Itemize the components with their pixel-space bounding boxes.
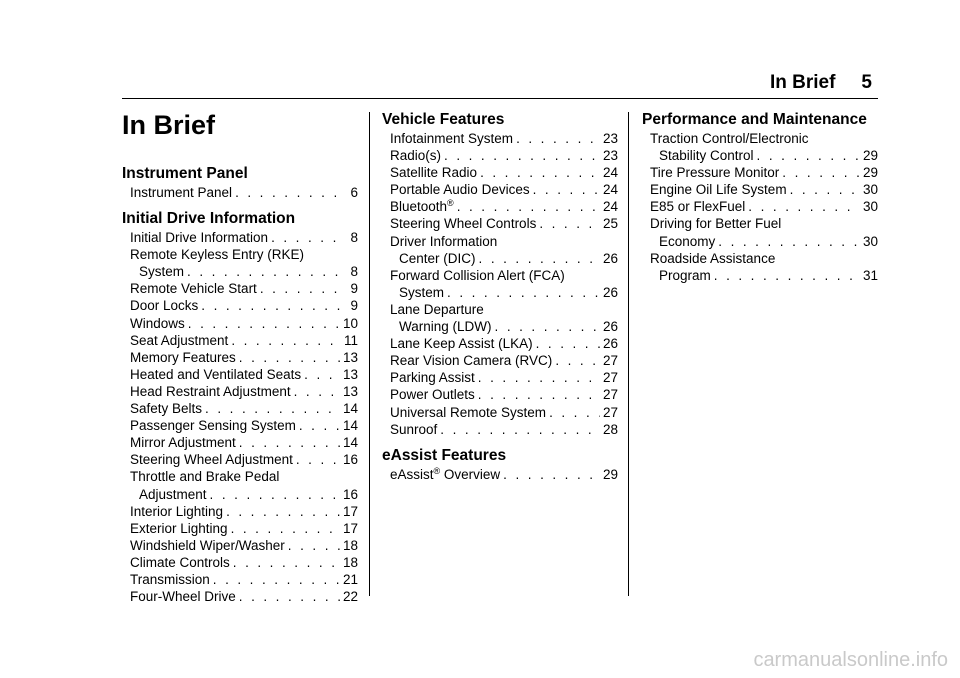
toc-page-number: 9 <box>350 298 358 314</box>
toc-entry-text: Parking Assist <box>390 370 475 386</box>
toc-entry-title <box>399 318 492 335</box>
toc-entry-row <box>390 421 618 438</box>
toc-entry-link[interactable] <box>382 198 618 215</box>
toc-entry-text: Rear Vision Camera (RVC) <box>390 353 553 369</box>
toc-page-number: 10 <box>342 315 358 331</box>
toc-entry-link[interactable] <box>382 181 618 198</box>
toc-entry-title <box>130 184 232 201</box>
toc-entry-title <box>390 369 475 386</box>
toc-entry-title <box>130 571 210 588</box>
toc-page-number: 6 <box>350 185 358 200</box>
toc-entry-text: Head Restraint Adjustment <box>130 383 291 399</box>
toc-entry-link[interactable] <box>122 451 358 468</box>
toc-entry-text: E85 or FlexFuel <box>650 199 746 215</box>
toc-entry-text: Passenger Sensing System <box>130 418 296 434</box>
toc-entry-row <box>390 147 618 164</box>
toc-entry-text: System <box>139 264 185 280</box>
toc-entry-title: Remote Keyless Entry (RKE) <box>130 247 305 263</box>
toc-entry-title <box>390 335 533 352</box>
toc-entry-link[interactable] <box>122 246 358 280</box>
toc-entry-link[interactable] <box>122 503 358 520</box>
toc-entry-row <box>390 386 618 403</box>
toc-entry-list <box>382 130 618 438</box>
toc-entry-text: Radio(s) <box>390 148 442 164</box>
dot-leader <box>714 267 860 284</box>
toc-page-number: 22 <box>342 589 358 605</box>
toc-entry-link[interactable] <box>122 297 358 314</box>
toc-entry-row <box>390 250 618 267</box>
toc-page-number: 13 <box>342 383 358 399</box>
toc-entry-link[interactable] <box>122 417 358 434</box>
toc-entry-title <box>650 164 779 181</box>
toc-entry-row <box>130 366 358 383</box>
dot-leader <box>495 318 600 335</box>
toc-entry-text: eAssist <box>390 466 434 482</box>
toc-entry-title <box>390 386 475 403</box>
toc-entry-title <box>130 297 198 314</box>
toc-entry-title <box>139 263 184 280</box>
toc-entry-link[interactable] <box>642 215 878 249</box>
toc-entry-text: Lane Keep Assist (LKA) <box>390 336 533 352</box>
toc-entry-title <box>130 503 223 520</box>
toc-entry-link[interactable] <box>122 537 358 554</box>
toc-entry-title <box>390 198 454 215</box>
dot-leader <box>447 284 600 301</box>
toc-entry-row <box>650 233 878 250</box>
toc-entry-row <box>650 267 878 284</box>
registered-mark: ® <box>447 198 454 209</box>
toc-entry-link[interactable] <box>382 404 618 421</box>
dot-leader <box>480 164 600 181</box>
toc-entry-link[interactable] <box>122 588 358 605</box>
toc-entry-row <box>130 280 358 297</box>
toc-entry-row <box>390 130 618 147</box>
toc-entry-title <box>139 486 207 503</box>
toc-page-number: 27 <box>602 404 618 420</box>
toc-entry-title <box>659 147 754 164</box>
toc-entry-title: Driving for Better Fuel <box>650 216 782 232</box>
toc-section <box>382 110 618 438</box>
toc-entry-title: Traction Control/Electronic <box>650 131 809 146</box>
toc-column-1 <box>122 164 358 605</box>
toc-page-number: 29 <box>862 148 878 164</box>
toc-entry-row <box>130 503 358 520</box>
toc-entry-title <box>130 366 301 383</box>
toc-entry-row <box>650 198 878 215</box>
toc-entry-title <box>130 229 268 246</box>
toc-entry-title <box>390 215 536 232</box>
toc-entry-text: Safety Belts <box>130 401 203 417</box>
toc-entry-title <box>130 400 202 417</box>
toc-page-number: 30 <box>862 233 878 249</box>
toc-entry-title <box>399 250 476 267</box>
toc-entry-link[interactable] <box>382 301 618 335</box>
toc-entry-row <box>390 215 618 232</box>
dot-leader <box>205 400 340 417</box>
toc-entry-link[interactable] <box>122 280 358 297</box>
toc-entry-title <box>130 588 236 605</box>
column-divider <box>369 112 370 596</box>
dot-leader <box>260 280 341 297</box>
dot-leader <box>444 147 600 164</box>
toc-entry-title <box>659 233 715 250</box>
toc-entry-link[interactable] <box>122 184 358 201</box>
toc-entry-text: Initial Drive Information <box>130 230 269 246</box>
toc-page-number: 26 <box>602 284 618 300</box>
toc-entry-row <box>390 335 618 352</box>
toc-entry-title <box>390 181 530 198</box>
dot-leader <box>533 181 600 198</box>
toc-entry-row <box>650 147 878 164</box>
toc-entry-link[interactable] <box>382 233 618 267</box>
toc-entry-title <box>650 198 745 215</box>
toc-entry-row <box>390 369 618 386</box>
toc-entry-title <box>130 417 296 434</box>
dot-leader <box>555 352 600 369</box>
toc-entry-text: Center (DIC) <box>399 250 476 266</box>
toc-page-number: 18 <box>342 537 358 553</box>
toc-page-number: 23 <box>602 148 618 164</box>
toc-entry-row <box>390 164 618 181</box>
toc-page-number: 26 <box>602 319 618 335</box>
toc-entry-link[interactable] <box>122 400 358 417</box>
toc-entry-link[interactable] <box>382 386 618 403</box>
dot-leader <box>299 417 340 434</box>
toc-entry-list <box>122 184 358 201</box>
dot-leader <box>549 404 600 421</box>
dot-leader <box>757 147 860 164</box>
toc-entry-title <box>130 280 257 297</box>
toc-entry-link[interactable] <box>122 468 358 502</box>
dot-leader <box>479 250 600 267</box>
toc-entry-row <box>130 434 358 451</box>
toc-entry-row <box>130 263 358 280</box>
dot-leader <box>231 332 341 349</box>
toc-entry-link[interactable] <box>382 335 618 352</box>
toc-entry-row <box>390 404 618 421</box>
toc-entry-row <box>130 520 358 537</box>
toc-entry-title <box>130 537 285 554</box>
dot-leader <box>790 181 860 198</box>
toc-section <box>122 164 358 201</box>
toc-page-number: 24 <box>602 199 618 215</box>
toc-entry-title: Throttle and Brake Pedal <box>130 469 280 485</box>
dot-leader <box>188 315 340 332</box>
toc-entry-link[interactable] <box>382 130 618 147</box>
toc-entry-link[interactable] <box>122 383 358 400</box>
toc-page-number: 27 <box>602 370 618 386</box>
running-header-title: In Brief <box>769 72 836 93</box>
toc-page-number: 30 <box>862 199 878 215</box>
toc-entry-link[interactable] <box>122 349 358 366</box>
toc-entry-row <box>130 349 358 366</box>
watermark: carmanualsonline.info <box>753 649 948 671</box>
toc-entry-text: Heated and Ventilated Seats <box>130 366 302 382</box>
toc-entry-row <box>650 164 878 181</box>
section-heading: Initial Drive Information <box>122 210 296 228</box>
toc-page-number: 31 <box>862 267 878 283</box>
toc-entry-link[interactable] <box>642 250 878 284</box>
toc-entry-row <box>130 229 358 246</box>
toc-page-number: 24 <box>602 165 618 181</box>
dot-leader <box>288 537 340 554</box>
dot-leader <box>440 421 600 438</box>
toc-section <box>122 209 358 605</box>
toc-entry-row <box>130 588 358 605</box>
section-heading: eAssist Features <box>382 446 507 464</box>
toc-entry-title <box>390 130 513 147</box>
toc-entry-row <box>130 315 358 332</box>
dot-leader <box>304 366 340 383</box>
toc-entry-text: Mirror Adjustment <box>130 435 236 451</box>
toc-entry-link[interactable] <box>122 366 358 383</box>
section-heading: Instrument Panel <box>122 165 248 182</box>
toc-entry-title <box>130 434 236 451</box>
dot-leader <box>718 233 860 250</box>
toc-entry-row <box>650 181 878 198</box>
toc-page-number: 24 <box>602 182 618 198</box>
toc-entry-link[interactable] <box>642 130 878 164</box>
toc-entry-title <box>390 466 500 483</box>
toc-page-number: 17 <box>342 503 358 519</box>
toc-page-number: 13 <box>342 349 358 365</box>
column-divider <box>628 112 629 596</box>
toc-entry-title <box>659 267 711 284</box>
toc-page-number: 29 <box>602 466 618 482</box>
toc-entry-text: Power Outlets <box>390 387 475 403</box>
toc-entry-title <box>390 352 552 369</box>
toc-page-number: 27 <box>602 387 618 403</box>
toc-entry-link[interactable] <box>382 352 618 369</box>
toc-entry-row <box>130 184 358 201</box>
toc-entry-text: Program <box>659 267 711 283</box>
dot-leader <box>782 164 860 181</box>
toc-entry-text: Universal Remote System <box>390 404 547 420</box>
dot-leader <box>233 554 340 571</box>
toc-entry-link[interactable] <box>382 147 618 164</box>
toc-entry-title <box>399 284 444 301</box>
running-header <box>770 72 872 94</box>
toc-entry-text: Satellite Radio <box>390 165 478 181</box>
toc-entry-row <box>130 451 358 468</box>
toc-entry-title <box>130 554 230 571</box>
toc-entry-text: Sunroof <box>390 421 438 437</box>
toc-entry-row <box>130 486 358 503</box>
toc-entry-row <box>390 181 618 198</box>
toc-page-number: 21 <box>342 571 358 587</box>
toc-page-number: 16 <box>342 486 358 502</box>
toc-page-number: 8 <box>350 264 358 280</box>
toc-entry-title <box>390 404 546 421</box>
toc-entry-row <box>390 466 618 483</box>
toc-column-3 <box>642 110 878 284</box>
toc-entry-title: Forward Collision Alert (FCA) <box>390 267 565 283</box>
toc-entry-text: Tire Pressure Monitor <box>650 165 780 181</box>
dot-leader <box>271 229 341 246</box>
toc-page-number: 14 <box>342 435 358 451</box>
toc-entry-text: Adjustment <box>139 486 207 502</box>
toc-page-number: 27 <box>602 353 618 369</box>
toc-page-number: 14 <box>342 418 358 434</box>
toc-entry-text: Steering Wheel Controls <box>390 216 537 232</box>
toc-entry-link[interactable] <box>122 520 358 537</box>
toc-entry-row <box>130 383 358 400</box>
toc-entry-text: Windows <box>130 315 185 331</box>
dot-leader <box>201 297 341 314</box>
dot-leader <box>294 383 340 400</box>
toc-page-number: 30 <box>862 182 878 198</box>
toc-entry-text-suffix: Overview <box>440 466 501 482</box>
dot-leader <box>516 130 600 147</box>
toc-page-number: 26 <box>602 336 618 352</box>
toc-page-number: 18 <box>342 554 358 570</box>
toc-entry-text: Steering Wheel Adjustment <box>130 452 293 468</box>
toc-entry-title: Lane Departure <box>390 301 484 317</box>
toc-entry-row <box>130 537 358 554</box>
dot-leader <box>536 335 600 352</box>
toc-page-number: 14 <box>342 401 358 417</box>
toc-entry-row <box>130 571 358 588</box>
section-heading: Performance and Maintenance <box>642 111 867 128</box>
dot-leader <box>239 588 340 605</box>
toc-entry-title <box>650 181 787 198</box>
toc-entry-link[interactable] <box>122 554 358 571</box>
dot-leader <box>226 503 340 520</box>
toc-entry-list <box>122 229 358 605</box>
toc-entry-text: Windshield Wiper/Washer <box>130 537 285 553</box>
dot-leader <box>235 184 341 201</box>
toc-entry-row <box>130 417 358 434</box>
toc-entry-text: Infotainment System <box>390 131 514 146</box>
dot-leader <box>210 486 340 503</box>
toc-entry-text: System <box>399 284 445 300</box>
toc-entry-row <box>390 198 618 215</box>
toc-entry-text: Interior Lighting <box>130 503 224 519</box>
toc-entry-title <box>130 451 293 468</box>
dot-leader <box>187 263 341 280</box>
toc-page-number: 8 <box>350 230 358 246</box>
toc-column-2 <box>382 110 618 483</box>
toc-entry-text: Exterior Lighting <box>130 520 228 536</box>
toc-entry-link[interactable] <box>122 229 358 246</box>
dot-leader <box>296 451 340 468</box>
running-header-page-number: 5 <box>861 72 872 93</box>
header-rule <box>122 98 878 99</box>
toc-entry-link[interactable] <box>382 215 618 232</box>
toc-entry-title: Roadside Assistance <box>650 250 776 266</box>
toc-page-number: 29 <box>862 165 878 181</box>
section-heading: Vehicle Features <box>382 111 505 128</box>
toc-page-number: 17 <box>342 520 358 536</box>
toc-page-number: 13 <box>342 366 358 382</box>
dot-leader <box>231 520 340 537</box>
dot-leader <box>239 434 340 451</box>
toc-section <box>642 110 878 284</box>
dot-leader <box>748 198 860 215</box>
dot-leader <box>503 466 600 483</box>
toc-entry-title <box>390 147 441 164</box>
toc-page-number: 23 <box>602 131 618 146</box>
toc-entry-title <box>130 315 185 332</box>
toc-entry-link[interactable] <box>382 164 618 181</box>
toc-entry-title <box>390 164 477 181</box>
toc-entry-text: Warning (LDW) <box>399 319 492 335</box>
toc-page-number: 9 <box>350 281 358 297</box>
toc-entry-row <box>390 284 618 301</box>
toc-entry-text: Door Locks <box>130 298 199 314</box>
toc-entry-row <box>130 554 358 571</box>
toc-entry-link[interactable] <box>122 332 358 349</box>
toc-entry-row <box>130 332 358 349</box>
toc-entry-link[interactable] <box>382 421 618 438</box>
toc-entry-row <box>130 297 358 314</box>
toc-entry-text: Memory Features <box>130 349 236 365</box>
toc-entry-title <box>130 520 228 537</box>
dot-leader <box>213 571 340 588</box>
toc-entry-text: Portable Audio Devices <box>390 182 530 198</box>
toc-entry-text: Remote Vehicle Start <box>130 281 257 297</box>
toc-page-number: 28 <box>602 421 618 437</box>
toc-entry-row <box>390 318 618 335</box>
toc-page-number: 26 <box>602 250 618 266</box>
toc-entry-text: Instrument Panel <box>130 185 233 200</box>
toc-entry-title <box>130 332 228 349</box>
toc-entry-link[interactable] <box>382 466 618 483</box>
toc-entry-title <box>390 421 437 438</box>
toc-entry-link[interactable] <box>642 164 878 181</box>
toc-entry-link[interactable] <box>382 369 618 386</box>
toc-section <box>382 446 618 483</box>
toc-entry-text: Economy <box>659 233 716 249</box>
toc-entry-text: Seat Adjustment <box>130 332 229 348</box>
toc-entry-text: Stability Control <box>659 148 754 164</box>
toc-entry-row <box>390 352 618 369</box>
dot-leader <box>457 198 600 215</box>
toc-page-number: 16 <box>342 452 358 468</box>
toc-entry-link[interactable] <box>642 181 878 198</box>
dot-leader <box>539 215 600 232</box>
dot-leader <box>478 369 600 386</box>
toc-entry-title <box>130 383 291 400</box>
dot-leader <box>478 386 600 403</box>
toc-entry-text: Engine Oil Life System <box>650 182 787 198</box>
toc-entry-list <box>642 130 878 284</box>
toc-entry-list <box>382 466 618 483</box>
toc-entry-title: Driver Information <box>390 233 498 249</box>
toc-entry-link[interactable] <box>122 434 358 451</box>
toc-entry-text: Climate Controls <box>130 554 230 570</box>
page-title: In Brief <box>122 110 216 140</box>
toc-entry-link[interactable] <box>122 571 358 588</box>
toc-entry-text: Bluetooth <box>390 199 448 215</box>
dot-leader <box>239 349 340 366</box>
toc-page-number: 25 <box>602 216 618 232</box>
toc-entry-link[interactable] <box>642 198 878 215</box>
toc-entry-text: Four-Wheel Drive <box>130 589 236 605</box>
toc-entry-title <box>130 349 236 366</box>
toc-entry-link[interactable] <box>122 315 358 332</box>
registered-mark: ® <box>433 465 441 476</box>
toc-entry-row <box>130 400 358 417</box>
toc-page-number: 11 <box>343 332 358 348</box>
toc-entry-text: Transmission <box>130 571 210 587</box>
toc-entry-link[interactable] <box>382 267 618 301</box>
